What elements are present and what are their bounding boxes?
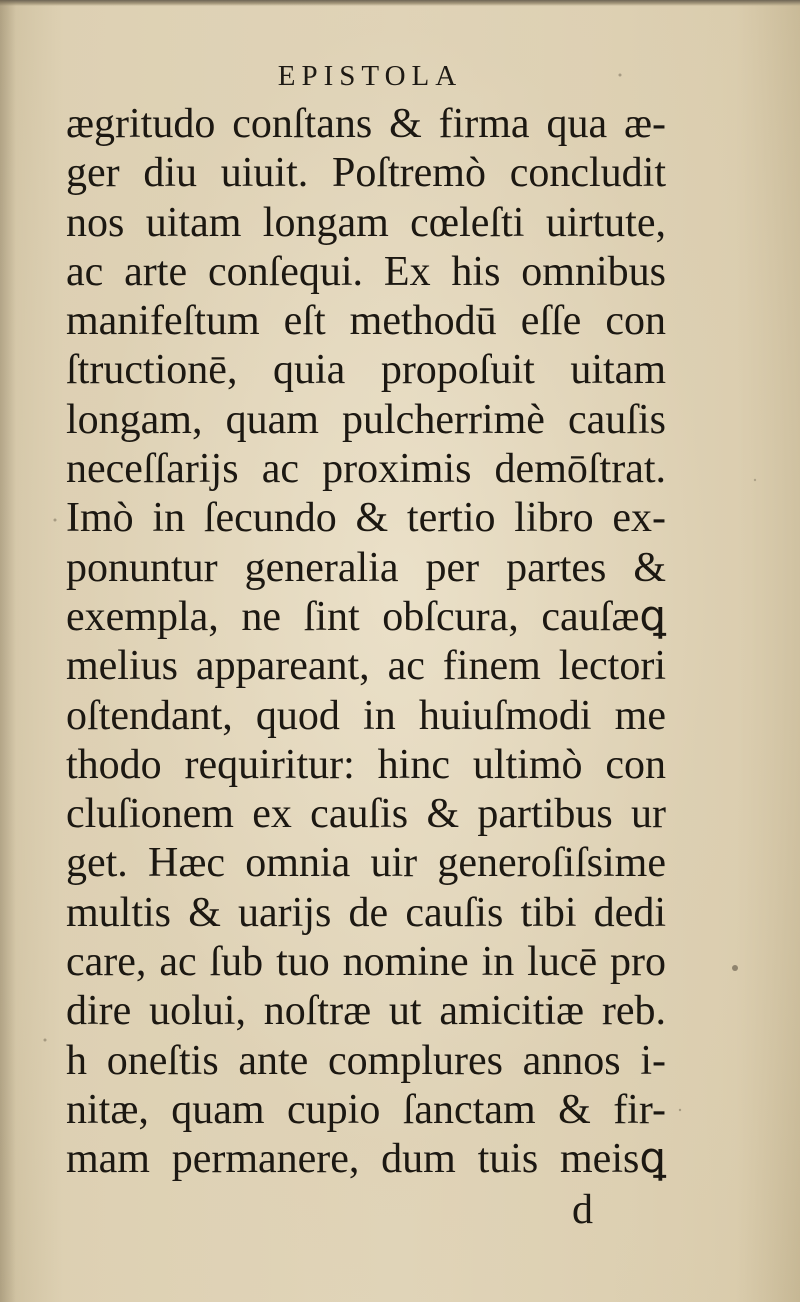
text-line: multis & uarijs de cauſis tibi dedi — [66, 889, 666, 936]
text-line: thodo requiritur: hinc ultimò con — [66, 741, 666, 788]
text-line: longam, quam pulcherrimè cauſis — [66, 396, 666, 443]
text-line: nos uitam longam cœleſti uirtute, — [66, 199, 666, 246]
text-line: mam permanere, dum tuis meisꝗ — [66, 1136, 666, 1183]
text-line: melius appareant, ac finem lectori — [66, 643, 666, 690]
text-line: manifeſtum eſt methodū eſſe con — [66, 298, 666, 345]
text-line: ac arte conſequi. Ex his omnibus — [66, 248, 666, 295]
text-line: h oneſtis ante complures annos i- — [66, 1037, 666, 1084]
text-line: neceſſarijs ac proximis demōſtrat. — [66, 446, 666, 493]
text-line: get. Hæc omnia uir generoſiſsime — [66, 840, 666, 887]
text-line: cluſionem ex cauſis & partibus ur — [66, 791, 666, 838]
text-line: dire uolui, noſtræ ut amicitiæ reb. — [66, 988, 666, 1035]
text-line: ponuntur generalia per partes & — [66, 544, 666, 591]
body-text — [66, 100, 666, 1185]
signature-mark: d — [572, 1187, 593, 1233]
running-header: EPISTOLA — [277, 60, 463, 92]
text-line: care, ac ſub tuo nomine in lucē pro — [66, 939, 666, 986]
text-line: Imò in ſecundo & tertio libro ex- — [66, 495, 666, 542]
text-line: nitæ, quam cupio ſanctam & fir- — [66, 1086, 666, 1133]
text-line: ger diu uiuit. Poſtremò concludit — [66, 150, 666, 197]
text-line: exempla, ne ſint obſcura, cauſæꝗ — [66, 593, 666, 640]
text-line: ægritudo conſtans & firma qua æ- — [66, 101, 666, 147]
text-line: ſtructionē, quia propoſuit uitam — [66, 347, 666, 394]
text-line: oſtendant, quod in huiuſmodi me — [66, 692, 666, 739]
